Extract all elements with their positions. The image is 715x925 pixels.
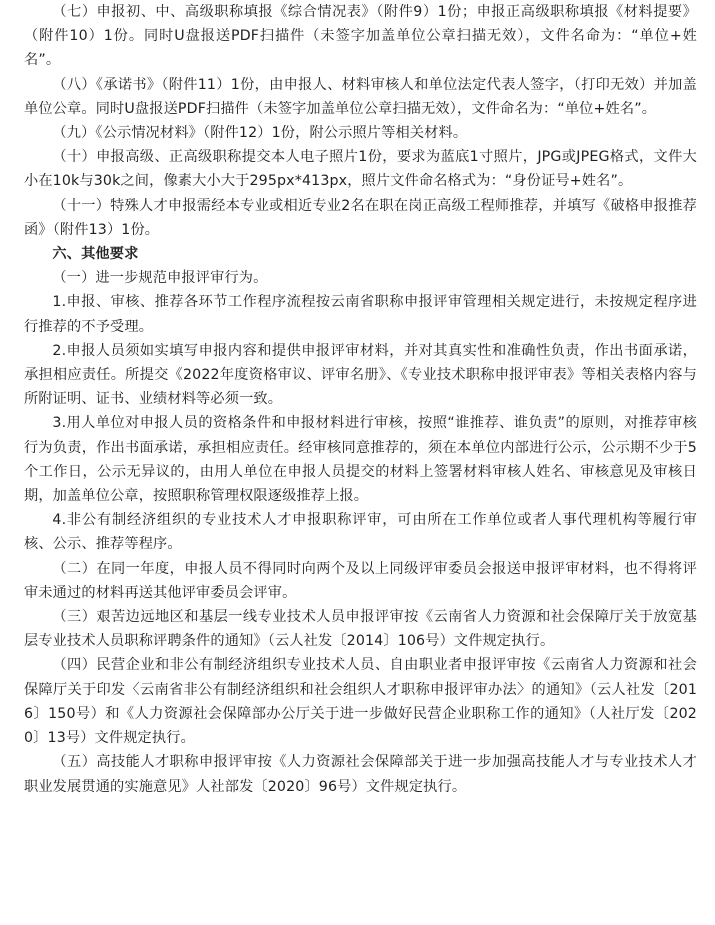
section-heading: 六、其他要求: [52, 246, 139, 263]
paragraph-requirement-1: （一）进一步规范申报评审行为。: [52, 270, 268, 287]
paragraph-requirement-1-2: 2.申报人员须如实填写申报内容和提供申报评审材料，并对其真实性和准确性负责，作出书面承诺，承担相应责任。所提交《2022年度资格审议、评审名册》、《专业技术职称申报评审表》等相关表格内容与所附证明、证书、业绩材料等必须一致。: [24, 342, 697, 408]
paragraph-item-10: （十）申报高级、正高级职称提交本人电子照片1份，要求为蓝底1寸照片，JPG或JPEG格式，文件大小在10k与30k之间，像素大小大于295px*413px，照片文件命名格式为：“身份证号+姓名”。: [24, 149, 697, 190]
paragraph-item-7: （七）申报初、中、高级职称填报《综合情况表》（附件9）1份；申报正高级职称填报《材料提要》（附件10）1份。同时U盘报送PDF扫描件（未签字加盖单位公章扫描无效），文件名命为：“单位+姓名”。: [24, 4, 697, 69]
paragraph-requirement-1-1: 1.申报、审核、推荐各环节工作程序流程按云南省职称申报评审管理相关规定进行，未按规定程序进行推荐的不予受理。: [24, 294, 697, 335]
paragraph-requirement-3: （三）艰苦边远地区和基层一线专业技术人员申报评审按《云南省人力资源和社会保障厅关于放宽基层专业技术人员职称评聘条件的通知》（云人社发〔2014〕106号）文件规定执行。: [24, 609, 697, 650]
paragraph-item-8: （八）《承诺书》（附件11）1份，由申报人、材料审核人和单位法定代表人签字，（打印无效）并加盖单位公章。同时U盘报送PDF扫描件（未签字加盖单位公章扫描无效），文件命名为：“单位+姓名”。: [24, 76, 697, 117]
paragraph-requirement-5: （五）高技能人才职称申报评审按《人力资源社会保障部关于进一步加强高技能人才与专业技术人才职业发展贯通的实施意见》人社部发〔2020〕96号）文件规定执行。: [24, 754, 697, 795]
paragraph-requirement-1-4: 4.非公有制经济组织的专业技术人才申报职称评审，可由所在工作单位或者人事代理机构等履行审核、公示、推荐等程序。: [24, 512, 697, 553]
paragraph-requirement-1-3: 3.用人单位对申报人员的资格条件和申报材料进行审核，按照“谁推荐、谁负责”的原则，对推荐审核行为负责，作出书面承诺，承担相应责任。经审核同意推荐的，须在本单位内部进行公示，公示期不少于5个工作日，公示无异议的，由用人单位在申报人员提交的材料上签署材料审核人姓名、审核意见及审核日期，加盖单位公章，按照职称管理权限逐级推荐上报。: [24, 415, 697, 505]
paragraph-item-9: （九）《公示情况材料》（附件12）1份，附公示照片等相关材料。: [52, 125, 468, 142]
paragraph-requirement-2: （二）在同一年度，申报人员不得同时向两个及以上同级评审委员会报送申报评审材料，也不得将评审未通过的材料再送其他评审委员会评审。: [24, 560, 697, 601]
paragraph-item-11: （十一）特殊人才申报需经本专业或相近专业2名在职在岗正高级工程师推荐，并填写《破格申报推荐函》（附件13）1份。: [24, 197, 697, 238]
paragraph-requirement-4: （四）民营企业和非公有制经济组织专业技术人员、自由职业者申报评审按《云南省人力资源和社会保障厅关于印发〈云南省非公有制经济组织和社会组织人才职称申报评审办法〉的通知》（云人社发〔2016〕150号）和《人力资源社会保障部办公厅关于进一步做好民营企业职称工作的通知》（人社厅发〔2020〕13号）文件规定执行。: [24, 657, 697, 747]
